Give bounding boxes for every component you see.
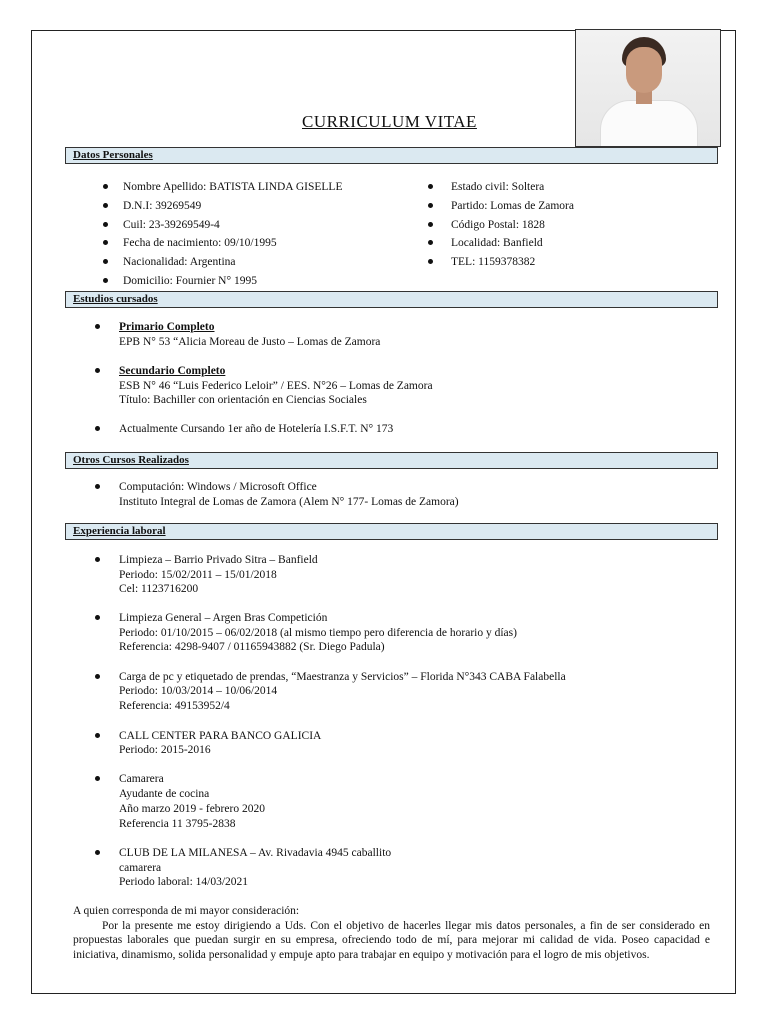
personal-phone: TEL: 1159378382: [451, 256, 536, 268]
section-personal-header: Datos Personales: [65, 147, 718, 164]
bullet-dot: [103, 259, 108, 264]
personal-district: Partido: Lomas de Zamora: [451, 200, 574, 212]
job-2-reference: Referencia: 4298-9407 / 01165943882 (Sr. Diego Padula): [119, 641, 385, 653]
bullet-dot: [95, 615, 100, 620]
personal-address: Domicilio: Fournier N° 1995: [123, 275, 257, 287]
bullet-dot: [103, 222, 108, 227]
personal-dni: D.N.I: 39269549: [123, 200, 202, 212]
job-3-period: Periodo: 10/03/2014 – 10/06/2014: [119, 685, 278, 697]
job-5-title: Camarera: [119, 773, 164, 785]
bullet-dot: [95, 484, 100, 489]
studies-secondary-school: ESB N° 46 “Luis Federico Leloir” / EES. N°26 – Lomas de Zamora: [119, 380, 433, 392]
job-2-title: Limpieza General – Argen Bras Competición: [119, 612, 328, 624]
bullet-dot: [95, 324, 100, 329]
personal-cuil: Cuil: 23-39269549-4: [123, 219, 220, 231]
bullet-dot: [428, 222, 433, 227]
bullet-dot: [95, 776, 100, 781]
studies-current: Actualmente Cursando 1er año de Hotelería I.S.F.T. N° 173: [119, 423, 394, 435]
cover-letter-body: Por la presente me estoy dirigiendo a Uds. Con el objetivo de hacerles llegar mis datos personales, a fin de ser considerado en propuestas laborales que puedan surgir en su empresa, ofreciendo todo de mí, para mejorar mi calidad de vida. Poseo capacidad e iniciativa, dinamismo, solida personalidad y empuje apto para trabajar en equipo y motivación para el logro de mis objetivos.: [73, 919, 710, 961]
bullet-dot: [95, 850, 100, 855]
personal-name: Nombre Apellido: BATISTA LINDA GISELLE: [123, 181, 343, 193]
job-6-title: CLUB DE LA MILANESA – Av. Rivadavia 4945 caballito: [119, 847, 392, 859]
studies-primary-heading: Primario Completo: [119, 321, 215, 333]
bullet-dot: [103, 203, 108, 208]
studies-primary-school: EPB N° 53 “Alicia Moreau de Justo – Lomas de Zamora: [119, 336, 381, 348]
job-3-reference: Referencia: 49153952/4: [119, 700, 230, 712]
job-5-role: Ayudante de cocina: [119, 788, 210, 800]
studies-secondary-title: Título: Bachiller con orientación en Ciencias Sociales: [119, 394, 367, 406]
bullet-dot: [95, 733, 100, 738]
personal-nationality: Nacionalidad: Argentina: [123, 256, 236, 268]
bullet-dot: [103, 278, 108, 283]
bullet-dot: [95, 426, 100, 431]
bullet-dot: [103, 240, 108, 245]
job-1-title: Limpieza – Barrio Privado Sitra – Banfield: [119, 554, 318, 566]
job-6-role: camarera: [119, 862, 162, 874]
personal-birthdate: Fecha de nacimiento: 09/10/1995: [123, 237, 277, 249]
job-1-period: Periodo: 15/02/2011 – 15/01/2018: [119, 569, 277, 581]
job-1-phone: Cel: 1123716200: [119, 583, 199, 595]
bullet-dot: [95, 557, 100, 562]
job-4-period: Periodo: 2015-2016: [119, 744, 211, 756]
bullet-dot: [95, 368, 100, 373]
section-studies-header: Estudios cursados: [65, 291, 718, 308]
bullet-dot: [103, 184, 108, 189]
bullet-dot: [428, 259, 433, 264]
course-computing: Computación: Windows / Microsoft Office: [119, 481, 317, 493]
cover-letter-greeting: A quien corresponda de mi mayor consideración:: [73, 905, 300, 917]
personal-locality: Localidad: Banfield: [451, 237, 543, 249]
course-institute: Instituto Integral de Lomas de Zamora (Alem N° 177- Lomas de Zamora): [119, 496, 459, 508]
personal-civil-status: Estado civil: Soltera: [451, 181, 545, 193]
page-title: CURRICULUM VITAE: [302, 112, 477, 131]
bullet-dot: [95, 674, 100, 679]
section-courses-header: Otros Cursos Realizados: [65, 452, 718, 469]
job-5-reference: Referencia 11 3795-2838: [119, 818, 236, 830]
job-5-period: Año marzo 2019 - febrero 2020: [119, 803, 265, 815]
bullet-dot: [428, 184, 433, 189]
job-2-period: Periodo: 01/10/2015 – 06/02/2018 (al mismo tiempo pero diferencia de horario y días): [119, 627, 517, 639]
job-3-title: Carga de pc y etiquetado de prendas, “Maestranza y Servicios” – Florida N°343 CABA Falabella: [119, 671, 566, 683]
bullet-dot: [428, 203, 433, 208]
profile-photo: [575, 29, 721, 147]
section-experience-header: Experiencia laboral: [65, 523, 718, 540]
personal-postal-code: Código Postal: 1828: [451, 219, 545, 231]
studies-secondary-heading: Secundario Completo: [119, 365, 226, 377]
job-6-period: Periodo laboral: 14/03/2021: [119, 876, 249, 888]
bullet-dot: [428, 240, 433, 245]
cover-letter: [73, 904, 710, 962]
job-4-title: CALL CENTER PARA BANCO GALICIA: [119, 730, 322, 742]
